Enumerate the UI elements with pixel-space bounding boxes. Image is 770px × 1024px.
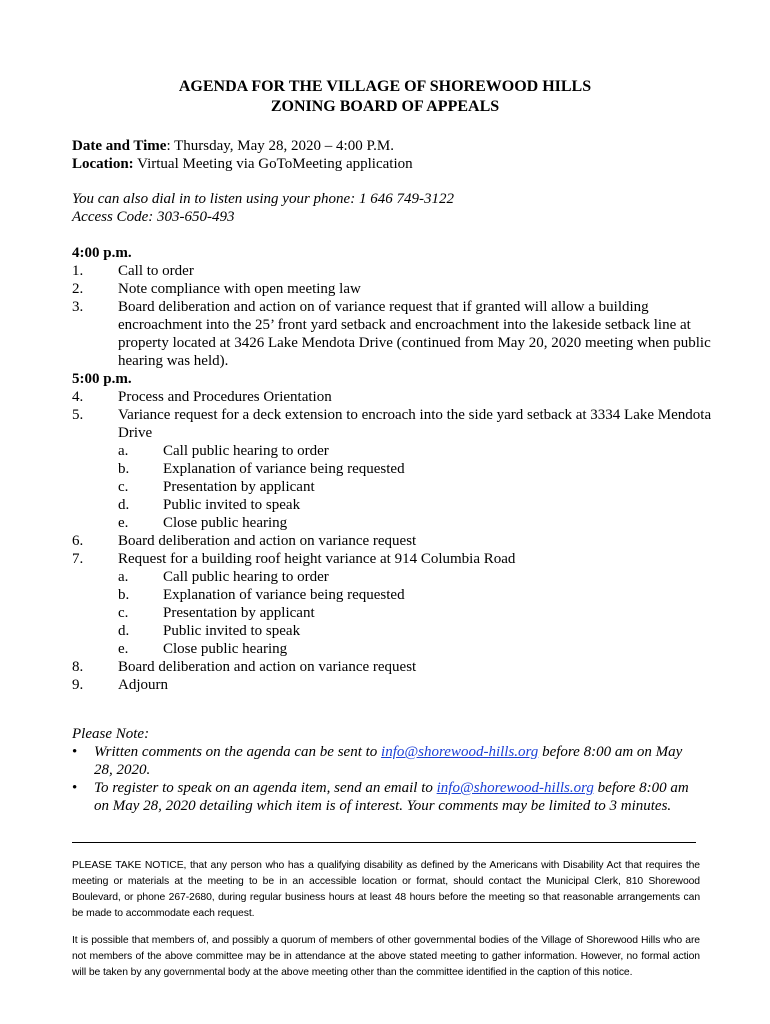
date-value: : Thursday, May 28, 2020 – 4:00 P.M. (166, 138, 394, 154)
location-line (72, 155, 413, 173)
access-code-line: Access Code: 303-650-493 (72, 209, 235, 225)
agenda-subitem: c. Presentation by applicant (118, 605, 315, 621)
page-subtitle: ZONING BOARD OF APPEALS (270, 98, 500, 115)
date-time-line (72, 137, 394, 155)
agenda-item: 3. Board deliberation and action on of variance request that if granted will allow a building encroachment into the 25’ front yard setback and encroachment into the lakeside setback line at property located at 3426 Lake Mendota Drive (continued from May 20, 2020 meeting when public hearing was held). (72, 299, 711, 369)
agenda-item: 2. Note compliance with open meeting law (72, 281, 361, 297)
note-bullet-written-comments: • Written comments on the agenda can be sent to info@shorewood-hills.org before 8:00 am on May 28, 2020. (72, 744, 683, 778)
agenda-item: 6. Board deliberation and action on variance request (72, 533, 417, 549)
dial-in-line: You can also dial in to listen using your phone: 1 646 749-3122 (72, 191, 454, 207)
agenda-subitem: d. Public invited to speak (118, 623, 301, 639)
time-heading-4pm: 4:00 p.m. (72, 245, 132, 261)
agenda-subitem: e. Close public hearing (118, 515, 288, 531)
quorum-notice: It is possible that members of, and possibly a quorum of members of other governmental bodies of the Village of Shorewood Hills who are not members of the above committee may be in attendance at the above stated meeting to gather information. However, no formal action will be taken by any governmental body at the above meeting other than the committee identified in the caption of this notice. (72, 935, 700, 978)
note-bullet-register: • To register to speak on an agenda item, send an email to info@shorewood-hills.org before 8:00 am on May 28, 2020 detailing which item is of interest. Your comments may be limited to 3 minutes. (72, 780, 689, 814)
agenda-list (72, 244, 712, 694)
accessibility-notice: PLEASE TAKE NOTICE, that any person who has a qualifying disability as defined by the Americans with Disability Act that requires the meeting or materials at the meeting to be in an accessible location or format, should contact the Municipal Clerk, 810 Shorewood Boulevard, or phone 267-2680, during regular business hours at least 48 hours before the meeting so that reasonable arrangements can be made to accommodate each request. (72, 860, 700, 919)
divider (72, 842, 696, 843)
agenda-subitem: e. Close public hearing (118, 641, 288, 657)
agenda-item: 7. Request for a building roof height variance at 914 Columbia Road (72, 551, 516, 567)
agenda-item: 9. Adjourn (72, 677, 168, 693)
location-value: Virtual Meeting via GoToMeeting application (133, 156, 413, 172)
email-link[interactable]: info@shorewood-hills.org (436, 780, 594, 796)
email-link[interactable]: info@shorewood-hills.org (381, 744, 539, 760)
agenda-subitem: a. Call public hearing to order (118, 569, 329, 585)
page-title: AGENDA FOR THE VILLAGE OF SHOREWOOD HILLS (178, 78, 592, 95)
agenda-subitem: a. Call public hearing to order (118, 443, 329, 459)
note-heading: Please Note: (72, 726, 150, 742)
agenda-subitem: d. Public invited to speak (118, 497, 301, 513)
location-label: Location: (72, 156, 134, 172)
bullet-icon: • (72, 780, 78, 796)
agenda-item: 4. Process and Procedures Orientation (72, 389, 332, 405)
please-note-section (72, 725, 702, 815)
agenda-item: 1. Call to order (72, 263, 194, 279)
date-label: Date and Time (72, 138, 167, 154)
agenda-subitem: c. Presentation by applicant (118, 479, 315, 495)
bullet-icon: • (72, 744, 78, 760)
agenda-item: 5. Variance request for a deck extension to encroach into the side yard setback at 3334 Lake Mendota Drive (72, 407, 712, 441)
agenda-item: 8. Board deliberation and action on variance request (72, 659, 417, 675)
agenda-subitem: b. Explanation of variance being requested (118, 587, 405, 603)
time-heading-5pm: 5:00 p.m. (72, 371, 132, 387)
agenda-subitem: b. Explanation of variance being requested (118, 461, 405, 477)
